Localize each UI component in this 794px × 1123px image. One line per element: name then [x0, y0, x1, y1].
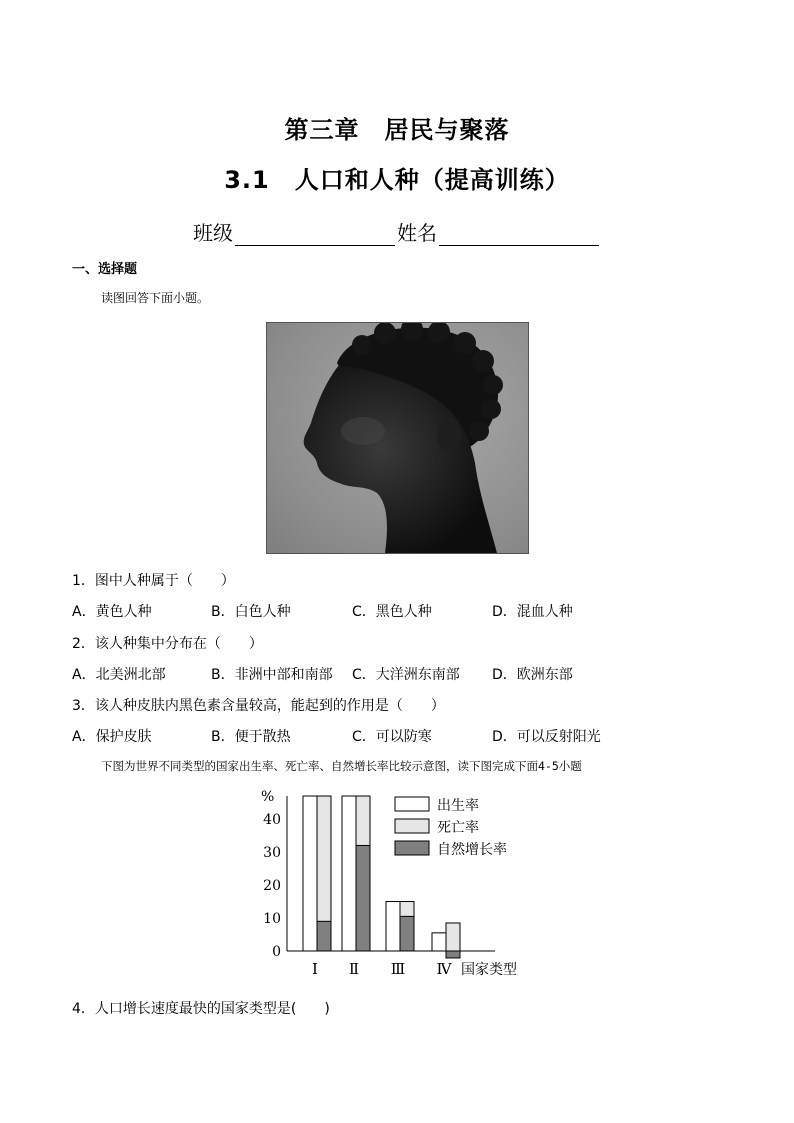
x-category-label: Ⅱ	[348, 960, 360, 978]
q1-option-b[interactable]: B．白色人种	[211, 604, 291, 620]
q1-option-d[interactable]: D．混血人种	[492, 604, 573, 620]
chapter-title: 第三章 居民与聚落	[284, 116, 510, 144]
bar-birth-rate	[386, 902, 400, 951]
intro-text-2: 下图为世界不同类型的国家出生率、死亡率、自然增长率比较示意图，读下图完成下面4-5小题	[101, 759, 582, 773]
x-category-label: Ⅳ	[436, 960, 452, 978]
question-4: 4．人口增长速度最快的国家类型是( )	[72, 1001, 330, 1017]
q2-option-b[interactable]: B．非洲中部和南部	[211, 667, 333, 683]
y-tick-label: 10	[263, 911, 281, 928]
q1-option-c[interactable]: C．黑色人种	[352, 604, 432, 620]
legend-swatch	[395, 841, 429, 855]
x-category-label: Ⅰ	[312, 960, 318, 978]
q3-option-c[interactable]: C．可以防寒	[352, 729, 432, 745]
portrait-silhouette-icon	[267, 323, 528, 553]
intro-text-1: 读图回答下面小题。	[101, 291, 210, 305]
legend-swatch	[395, 819, 429, 833]
bar-natural-increase	[446, 951, 460, 958]
y-axis-unit-label: %	[261, 789, 275, 805]
population-rate-chart	[255, 785, 545, 985]
q2-option-d[interactable]: D．欧洲东部	[492, 667, 573, 683]
q2-option-a[interactable]: A．北美洲北部	[72, 667, 166, 683]
y-tick-label: 40	[263, 812, 281, 829]
bar-birth-rate	[432, 933, 446, 951]
section-title: 3.1 人口和人种（提高训练）	[224, 166, 570, 194]
q3-option-b[interactable]: B．便于散热	[211, 729, 291, 745]
legend-label: 出生率	[437, 798, 479, 814]
q1-option-a[interactable]: A．黄色人种	[72, 604, 152, 620]
question-3: 3．该人种皮肤内黑色素含量较高，能起到的作用是（ ）	[72, 698, 445, 714]
class-label: 班级	[193, 221, 233, 245]
name-blank[interactable]	[439, 225, 599, 246]
chart-svg	[255, 785, 545, 985]
bar-natural-increase	[356, 845, 370, 951]
x-category-label: Ⅲ	[390, 960, 406, 978]
legend-swatch	[395, 797, 429, 811]
bar-birth-rate	[303, 796, 317, 951]
name-label: 姓名	[397, 221, 437, 245]
bar-birth-rate	[342, 796, 356, 951]
bar-natural-increase	[317, 921, 331, 951]
class-blank[interactable]	[235, 225, 395, 246]
q3-option-a[interactable]: A．保护皮肤	[72, 729, 152, 745]
q2-option-c[interactable]: C．大洋洲东南部	[352, 667, 460, 683]
legend-label: 自然增长率	[437, 842, 507, 858]
q3-option-d[interactable]: D．可以反射阳光	[492, 729, 601, 745]
y-tick-label: 30	[263, 845, 281, 862]
bar-natural-increase	[400, 916, 414, 951]
y-tick-label: 20	[263, 878, 281, 895]
portrait-photo	[266, 322, 529, 554]
question-2: 2．该人种集中分布在（ ）	[72, 636, 263, 652]
question-1: 1．图中人种属于（ ）	[72, 573, 235, 589]
y-tick-label: 0	[272, 944, 281, 960]
student-info-line	[0, 217, 794, 246]
section-heading: 一、选择题	[72, 262, 138, 277]
bar-death-rate	[446, 923, 460, 951]
legend-label: 死亡率	[437, 820, 479, 836]
x-axis-label: 国家类型	[461, 962, 517, 978]
